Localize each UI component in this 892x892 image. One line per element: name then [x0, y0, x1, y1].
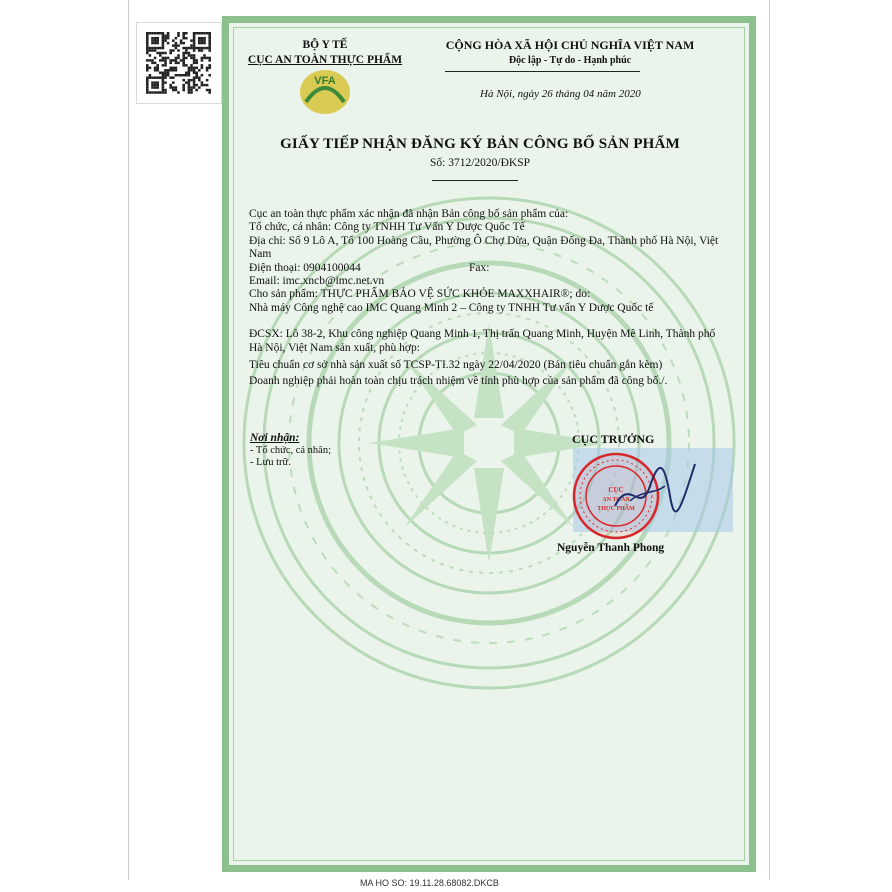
- document-title: GIẤY TIẾP NHẬN ĐĂNG KÝ BẢN CÔNG BỐ SẢN PHẨM: [280, 136, 680, 152]
- motto-underline: [445, 71, 640, 72]
- document-number: Số: 3712/2020/ĐKSP: [429, 157, 530, 169]
- number-underline: [432, 180, 518, 181]
- ministry-name: BỘ Y TẾ: [302, 39, 348, 51]
- facility-line: ĐCSX: Lô 38-2, Khu công nghiệp Quang Minh 1, Thị trấn Quang Minh, Huyện Mê Linh, Thành phố Hà Nội, Việt Nam sản xuất, phù hợp:: [249, 328, 716, 354]
- document-body: [249, 208, 721, 389]
- address-line: Địa chỉ: Số 9 Lô A, Tổ 100 Hoàng Cầu, Phường Ô Chợ Dừa, Quận Đống Đa, Thành phố Hà Nội, Việt Nam: [249, 234, 719, 261]
- dossier-code: MA HO SO: 19.11.28.68082.DKCB: [360, 878, 499, 888]
- responsibility-line: Doanh nghiệp phải hoàn toàn chịu trách nhiệm về tính phù hợp của sản phẩm đã công bố./.: [249, 375, 668, 388]
- fax-field: Fax:: [469, 261, 490, 274]
- organization-line: Tổ chức, cá nhân: Công ty TNHH Tư Vấn Y Dược Quốc Tế: [249, 221, 525, 234]
- contact-line: [249, 262, 721, 275]
- signer-title: CỤC TRƯỞNG: [572, 432, 655, 446]
- standard-line: Tiêu chuẩn cơ sở nhà sản xuất số TCSP-TI.32 ngày 22/04/2020 (Bản tiêu chuẩn gắn kèm): [249, 359, 663, 372]
- agency-name: CỤC AN TOÀN THỰC PHẨM: [247, 54, 403, 66]
- handwritten-signature: [610, 456, 700, 526]
- recipients-block: [250, 432, 331, 470]
- email-line: Email: imc.xncb@imc.net.vn: [249, 275, 385, 288]
- svg-text:AN TOÀN: AN TOÀN: [602, 497, 630, 503]
- svg-text:CỤC: CỤC: [608, 486, 624, 494]
- recipient-item: - Lưu trữ.: [250, 457, 291, 468]
- signer-name: Nguyễn Thanh Phong: [557, 542, 665, 554]
- qr-code: [136, 22, 222, 104]
- issue-date: Hà Nội, ngày 26 tháng 04 năm 2020: [480, 88, 641, 100]
- national-motto: Độc lập - Tự do - Hạnh phúc: [508, 55, 632, 66]
- svg-text:THỰC PHẨM: THỰC PHẨM: [597, 506, 635, 512]
- recipient-item: - Tổ chức, cá nhân;: [250, 444, 332, 456]
- manufacturer-line: Nhà máy Công nghệ cao IMC Quang Minh 2 – Công ty TNHH Tư vấn Y Dược Quốc tế: [249, 301, 654, 314]
- svg-text:VFA: VFA: [314, 75, 336, 87]
- country-header: [420, 38, 720, 68]
- country-name: CỘNG HÒA XÃ HỘI CHỦ NGHĨA VIỆT NAM: [445, 38, 695, 52]
- phone-field: Điện thoại: 0904100044: [249, 261, 361, 274]
- intro-line: Cục an toàn thực phẩm xác nhận đã nhận Bản công bố sản phẩm của:: [249, 208, 569, 220]
- product-line: Cho sản phẩm: THỰC PHẨM BẢO VỆ SỨC KHỎE MAXXHAIR®; do:: [249, 288, 591, 301]
- vfa-logo: [296, 62, 354, 120]
- recipients-label: Nơi nhận:: [250, 432, 300, 444]
